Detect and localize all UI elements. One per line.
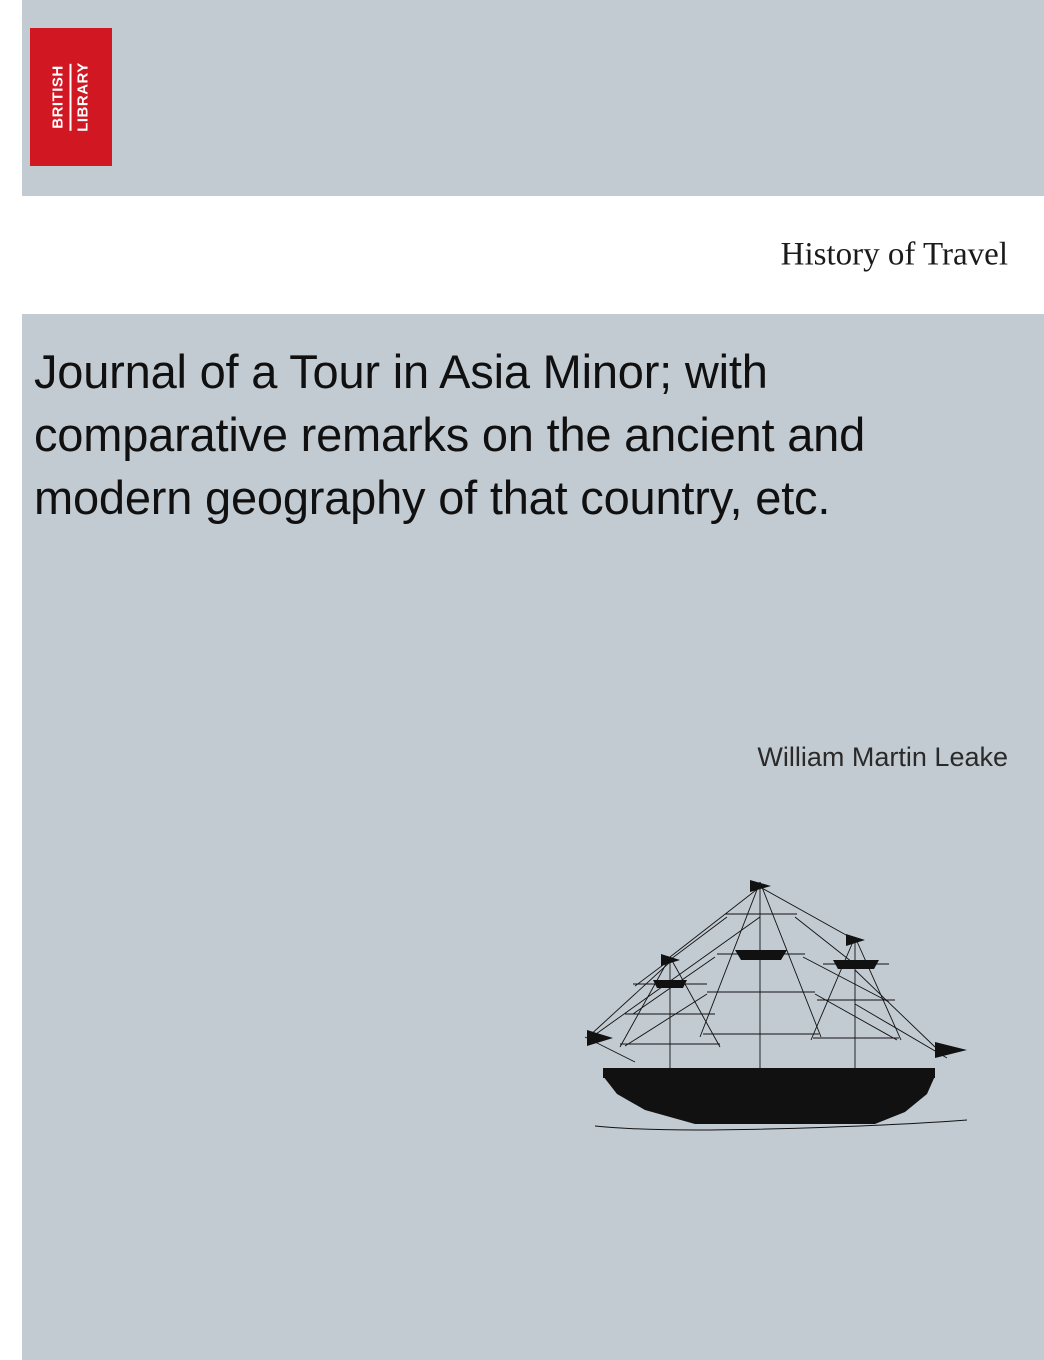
page-title: Journal of a Tour in Asia Minor; with comparative remarks on the ancient and modern geography of that country, etc. bbox=[34, 345, 866, 524]
author-name: William Martin Leake bbox=[757, 742, 1008, 772]
british-library-logo bbox=[30, 28, 112, 166]
british-library-logo-line-1: BRITISH bbox=[49, 65, 67, 129]
series-band bbox=[0, 196, 1044, 314]
series-label: History of Travel bbox=[780, 236, 1008, 273]
british-library-logo-line-2: LIBRARY bbox=[74, 62, 92, 132]
sailing-ship-illustration bbox=[575, 862, 995, 1182]
british-library-logo-rule bbox=[70, 64, 72, 131]
british-library-logo-text bbox=[50, 62, 93, 132]
